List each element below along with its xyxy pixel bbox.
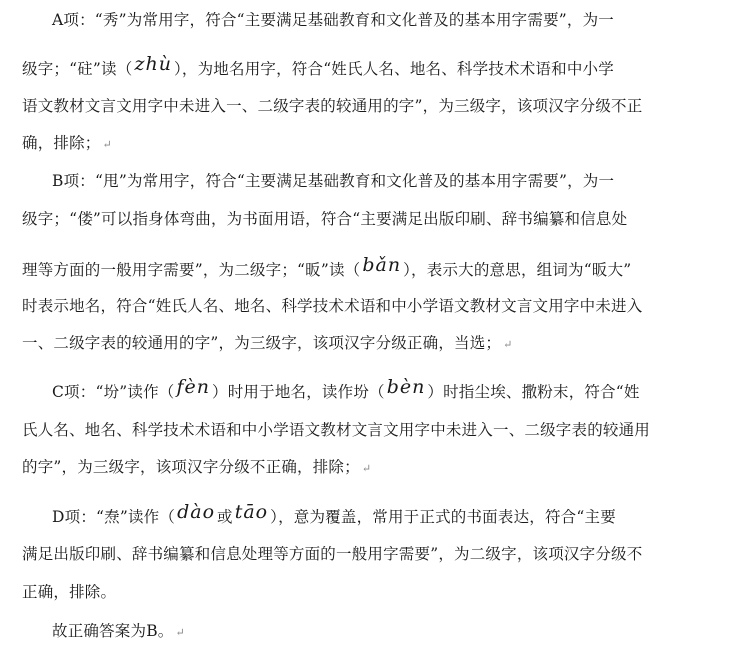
text: 理等方面的一般用字需要”，为二级字；“昄”读（ (22, 261, 361, 279)
text: ）时用于地名，读作坋（ (212, 383, 385, 401)
pinyin: tāo (234, 501, 269, 523)
pinyin: zhù (134, 53, 172, 75)
text: 氏人名、地名、科学技术术语和中小学语文教材文言文用字中未进入一、二级字表的较通用 (22, 421, 651, 439)
para-b-line-5 (22, 332, 711, 356)
text: 故正确答案为B。 (52, 622, 174, 640)
pinyin: bèn (386, 376, 426, 398)
para-b-line-3 (22, 254, 711, 281)
text: ），为地名用字，符合“姓氏人名、地名、科学技术术语和中小学 (173, 60, 614, 78)
pinyin: dào (177, 501, 216, 523)
para-b-line-2 (22, 208, 711, 230)
para-d-line-2 (22, 543, 711, 565)
para-a-line-2 (22, 53, 711, 80)
text: 满足出版印刷、辞书编纂和信息处理等方面的一般用字需要”，为二级字，该项汉字分级不 (22, 545, 643, 563)
text: ），意为覆盖，常用于正式的书面表达，符合“主要 (270, 508, 616, 526)
para-b-line-4 (22, 295, 711, 317)
para-d-line-1 (52, 501, 711, 528)
text: 正确，排除。 (22, 583, 117, 601)
paragraph-mark-icon: ↵ (503, 338, 513, 351)
para-b-line-1 (52, 170, 711, 192)
text: 时表示地名，符合“姓氏人名、地名、科学技术术语和中小学语文教材文言文用字中未进入 (22, 297, 643, 315)
text: 或 (217, 508, 233, 526)
paragraph-mark-icon: ↵ (175, 626, 185, 639)
pinyin: fèn (176, 376, 211, 398)
text: B项：“甩”为常用字，符合“主要满足基础教育和文化普及的基本用字需要”，为一 (52, 172, 615, 190)
para-c-line-3 (22, 456, 711, 480)
text: 语文教材文言文用字中未进入一、二级字表的较通用的字”，为三级字，该项汉字分级不正 (22, 97, 643, 115)
para-d-line-3 (22, 581, 711, 603)
text: ）时指尘埃、撒粉末，符合“姓 (427, 383, 640, 401)
text: 一、二级字表的较通用的字”，为三级字，该项汉字分级正确，当选； (22, 334, 502, 352)
pinyin: bǎn (362, 254, 402, 276)
para-c-line-2 (22, 419, 711, 441)
para-a-line-1 (52, 9, 711, 31)
paragraph-mark-icon: ↵ (361, 462, 372, 475)
para-c-line-1 (52, 376, 711, 403)
text: 级字；“砫”读（ (22, 60, 133, 78)
text: ），表示大的意思，组词为“昄大” (403, 261, 632, 279)
paragraph-mark-icon: ↵ (102, 138, 112, 151)
para-a-line-4 (22, 132, 711, 156)
text: A项：“秀”为常用字，符合“主要满足基础教育和文化普及的基本用字需要”，为一 (52, 11, 614, 29)
conclusion-line (52, 620, 711, 644)
text: 级字；“偻”可以指身体弯曲，为书面用语，符合“主要满足出版印刷、辞书编纂和信息处 (22, 210, 628, 228)
text: 的字”，为三级字，该项汉字分级不正确，排除； (22, 458, 360, 476)
para-a-line-3 (22, 95, 711, 117)
text: C项：“坋”读作（ (52, 383, 175, 401)
text: 确，排除； (22, 134, 101, 152)
text: D项：“焘”读作（ (52, 508, 176, 526)
